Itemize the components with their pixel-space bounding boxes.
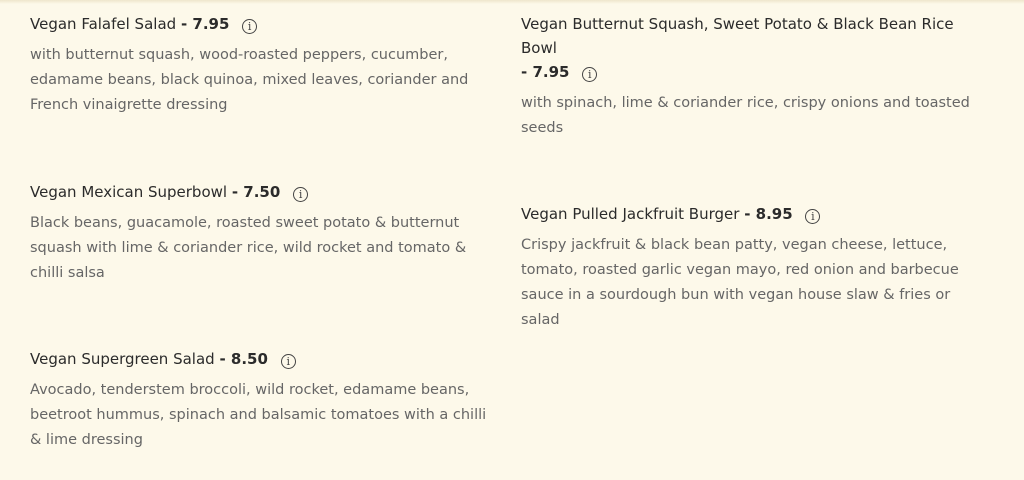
menu-item-name: Vegan Pulled Jackfruit Burger [521, 205, 740, 223]
menu-item-title [521, 12, 991, 84]
menu-item-description: Avocado, tenderstem broccoli, wild rocket, edamame beans, beetroot hummus, spinach and balsamic tomatoes with a chilli & lime dressing [30, 382, 487, 448]
menu-item-description: with spinach, lime & coriander rice, crispy onions and toasted seeds [521, 95, 970, 136]
menu-item-description: Crispy jackfruit & black bean patty, vegan cheese, lettuce, tomato, roasted garlic vegan mayo, red onion and barbecue sauce in a sourdough bun with vegan house slaw & fries or salad [521, 237, 959, 328]
menu-item-description: with butternut squash, wood-roasted peppers, cucumber, edamame beans, black quinoa, mixed leaves, coriander and French vinaigrette dressing [30, 47, 469, 113]
menu-item-price: - 7.95 [521, 63, 570, 81]
menu-item-name: Vegan Supergreen Salad [30, 350, 215, 368]
top-edge-decoration [0, 0, 1024, 4]
info-icon[interactable]: i [805, 209, 820, 224]
info-icon[interactable]: i [281, 354, 296, 369]
menu-item-price: - 8.50 [219, 350, 268, 368]
menu-item-price: - 7.50 [231, 183, 281, 201]
menu-item-title [30, 180, 500, 204]
menu-item-price: - 7.95 [180, 15, 230, 33]
info-icon[interactable]: i [293, 187, 308, 202]
menu-item-title [30, 12, 500, 36]
menu-item-name: Vegan Mexican Superbowl [30, 183, 228, 201]
info-icon[interactable]: i [582, 67, 597, 82]
menu-item-price: - 8.95 [744, 205, 793, 223]
menu-item-name: Vegan Butternut Squash, Sweet Potato & Black Bean Rice Bowl [521, 15, 954, 57]
menu-item-vegan-supergreen-salad [30, 347, 500, 453]
info-icon[interactable]: i [242, 19, 257, 34]
menu-item-vegan-butternut-squash-rice-bowl [521, 12, 991, 141]
menu-item-title [30, 347, 500, 371]
menu-item-vegan-mexican-superbowl [30, 180, 500, 286]
menu-item-title [521, 202, 991, 226]
menu-item-name: Vegan Falafel Salad [30, 15, 177, 33]
menu-item-vegan-pulled-jackfruit-burger [521, 202, 991, 333]
menu-item-description: Black beans, guacamole, roasted sweet potato & butternut squash with lime & coriander rice, wild rocket and tomato & chilli salsa [30, 215, 467, 281]
menu-item-vegan-falafel-salad [30, 12, 500, 118]
